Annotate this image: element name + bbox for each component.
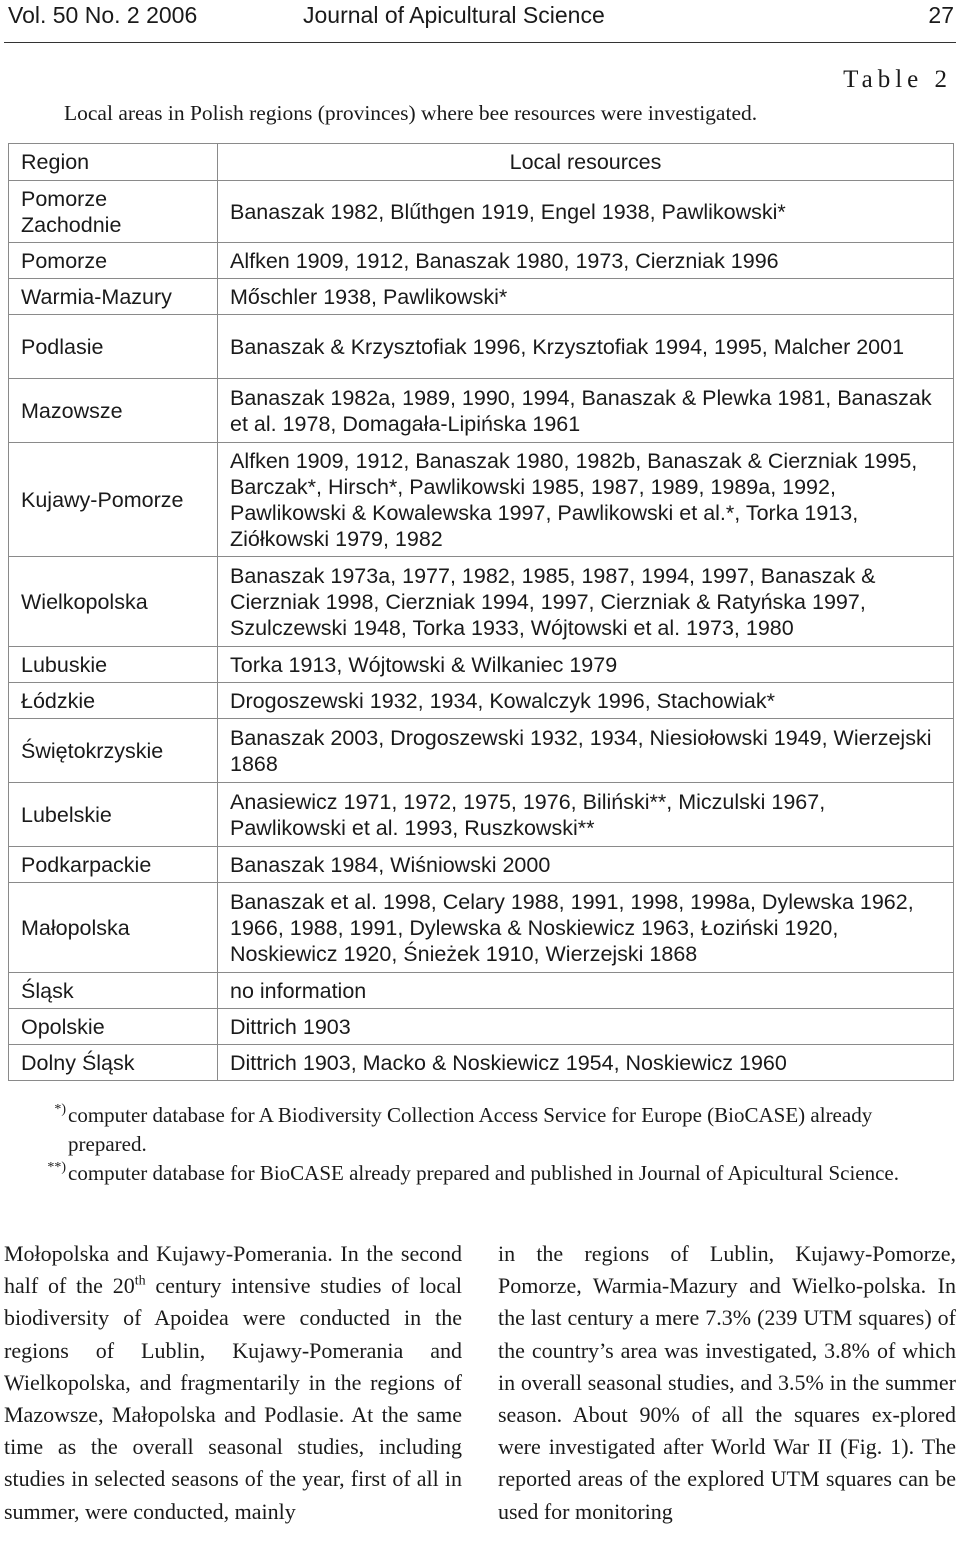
body-column-left bbox=[4, 1238, 462, 1528]
volume-info: Vol. 50 No. 2 2006 bbox=[8, 2, 198, 28]
region-cell: Mazowsze bbox=[9, 379, 218, 443]
header-rule bbox=[4, 42, 956, 43]
resources-cell: Banaszak 2003, Drogoszewski 1932, 1934, Niesiołowski 1949, Wierzejski 1868 bbox=[218, 719, 954, 783]
column-header-resources: Local resources bbox=[218, 144, 954, 181]
table-row bbox=[9, 181, 954, 243]
region-cell: Podkarpackie bbox=[9, 847, 218, 883]
region-cell: Lubuskie bbox=[9, 647, 218, 683]
resources-cell: Banaszak 1973a, 1977, 1982, 1985, 1987, 1994, 1997, Banaszak & Cierzniak 1998, Cierzniak 1994, 1997, Cierzniak & Ratyńska 1997, Szulczewski 1948, Torka 1933, Wójtowski et al. 1973, 1980 bbox=[218, 557, 954, 647]
column-header-region: Region bbox=[9, 144, 218, 181]
resources-cell: Mőschler 1938, Pawlikowski* bbox=[218, 279, 954, 315]
region-cell: Pomorze bbox=[9, 243, 218, 279]
table-row bbox=[9, 973, 954, 1009]
resources-cell: Banaszak 1982, Blűthgen 1919, Engel 1938, Pawlikowski* bbox=[218, 181, 954, 243]
region-cell: Podlasie bbox=[9, 315, 218, 379]
ordinal-superscript: th bbox=[134, 1273, 146, 1289]
table-row bbox=[9, 683, 954, 719]
region-cell: Lubelskie bbox=[9, 783, 218, 847]
table-row bbox=[9, 557, 954, 647]
body-column-right: in the regions of Lublin, Kujawy-Pomorze, Pomorze, Warmia-Mazury and Wielko-polska. In the last century a mere 7.3% (239 UTM squares) of the country’s area was investigated, 3.8% of which in overall seasonal studies, and 3.5% in the summer season. About 90% of all the squares ex-plored were investigated after World War II (Fig. 1). The reported areas of the explored UTM squares can be used for monitoring bbox=[498, 1241, 956, 1524]
region-cell: Małopolska bbox=[9, 883, 218, 973]
table-row bbox=[9, 883, 954, 973]
table-row bbox=[9, 719, 954, 783]
resources-cell: Banaszak & Krzysztofiak 1996, Krzysztofiak 1994, 1995, Malcher 2001 bbox=[218, 315, 954, 379]
table-row bbox=[9, 1009, 954, 1045]
resources-cell: Banaszak 1984, Wiśniowski 2000 bbox=[218, 847, 954, 883]
body-text: Mołopolska and Kujawy-Pomerania. In the second half of the 20 bbox=[4, 1241, 462, 1299]
table-row bbox=[9, 243, 954, 279]
region-cell: Warmia-Mazury bbox=[9, 279, 218, 315]
resources-cell: Alfken 1909, 1912, Banaszak 1980, 1982b, Banaszak & Cierzniak 1995, Barczak*, Hirsch*, Pawlikowski 1985, 1987, 1989, 1989a, 1992, Pawlikowski & Kowalewska 1997, Pawlikowski et al.*, Torka 1913, Ziółkowski 1979, 1982 bbox=[218, 443, 954, 557]
footnote-text: computer database for A Biodiversity Collection Access Service for Europe (BioCASE) already prepared. bbox=[68, 1103, 873, 1156]
region-cell bbox=[9, 181, 218, 243]
resources-cell: Drogoszewski 1932, 1934, Kowalczyk 1996, Stachowiak* bbox=[218, 683, 954, 719]
region-cell: Łódzkie bbox=[9, 683, 218, 719]
table-number: Table 2 bbox=[843, 66, 952, 93]
footnote-marker: **) bbox=[47, 1160, 66, 1175]
running-header bbox=[8, 0, 956, 34]
footnote-marker: *) bbox=[54, 1102, 66, 1117]
resources-cell: Alfken 1909, 1912, Banaszak 1980, 1973, Cierzniak 1996 bbox=[218, 243, 954, 279]
resources-cell: Anasiewicz 1971, 1972, 1975, 1976, Biliński**, Miczulski 1967, Pawlikowski et al. 1993, Ruszkowski** bbox=[218, 783, 954, 847]
table-row bbox=[9, 315, 954, 379]
region-cell: Kujawy-Pomorze bbox=[9, 443, 218, 557]
table-row bbox=[9, 443, 954, 557]
resources-cell: no information bbox=[218, 973, 954, 1009]
region-cell: Opolskie bbox=[9, 1009, 218, 1045]
resources-cell: Dittrich 1903, Macko & Noskiewicz 1954, Noskiewicz 1960 bbox=[218, 1045, 954, 1081]
resources-cell: Torka 1913, Wójtowski & Wilkaniec 1979 bbox=[218, 647, 954, 683]
resources-cell: Dittrich 1903 bbox=[218, 1009, 954, 1045]
table-row bbox=[9, 847, 954, 883]
resources-cell: Banaszak et al. 1998, Celary 1988, 1991, 1998, 1998a, Dylewska 1962, 1966, 1988, 1991, Dylewska & Noskiewicz 1963, Łoziński 1920, Noskiewicz 1920, Śnieżek 1910, Wierzejski 1868 bbox=[218, 883, 954, 973]
table-row bbox=[9, 647, 954, 683]
region-cell: Świętokrzyskie bbox=[9, 719, 218, 783]
region-cell: Śląsk bbox=[9, 973, 218, 1009]
region-cell: Dolny Śląsk bbox=[9, 1045, 218, 1081]
resources-cell: Banaszak 1982a, 1989, 1990, 1994, Banaszak & Plewka 1981, Banaszak et al. 1978, Domagała-Lipińska 1961 bbox=[218, 379, 954, 443]
journal-title: Journal of Apicultural Science bbox=[303, 2, 605, 28]
body-text: century intensive studies of local biodiversity of Apoidea were conducted in the regions of Lublin, Kujawy-Pomerania and Wielkopolska, and fragmentarily in the regions of Mazowsze, Małopolska and Podlasie. At the same time as the overall seasonal studies, including studies in selected seasons of the year, first of all in summer, were conducted, mainly bbox=[4, 1273, 462, 1524]
region-cell: Wielkopolska bbox=[9, 557, 218, 647]
footnote-text: computer database for BioCASE already prepared and published in Journal of Apicultural Science. bbox=[68, 1161, 899, 1185]
table-row bbox=[9, 379, 954, 443]
table-row bbox=[9, 279, 954, 315]
table-row bbox=[9, 783, 954, 847]
table-caption: Local areas in Polish regions (provinces) where bee resources were investigated. bbox=[64, 101, 758, 125]
table-header-row bbox=[9, 144, 954, 181]
table-row bbox=[9, 1045, 954, 1081]
regions-table bbox=[8, 143, 954, 1081]
region-name: Pomorze Zachodnie bbox=[21, 186, 122, 237]
page-number: 27 bbox=[928, 2, 954, 28]
